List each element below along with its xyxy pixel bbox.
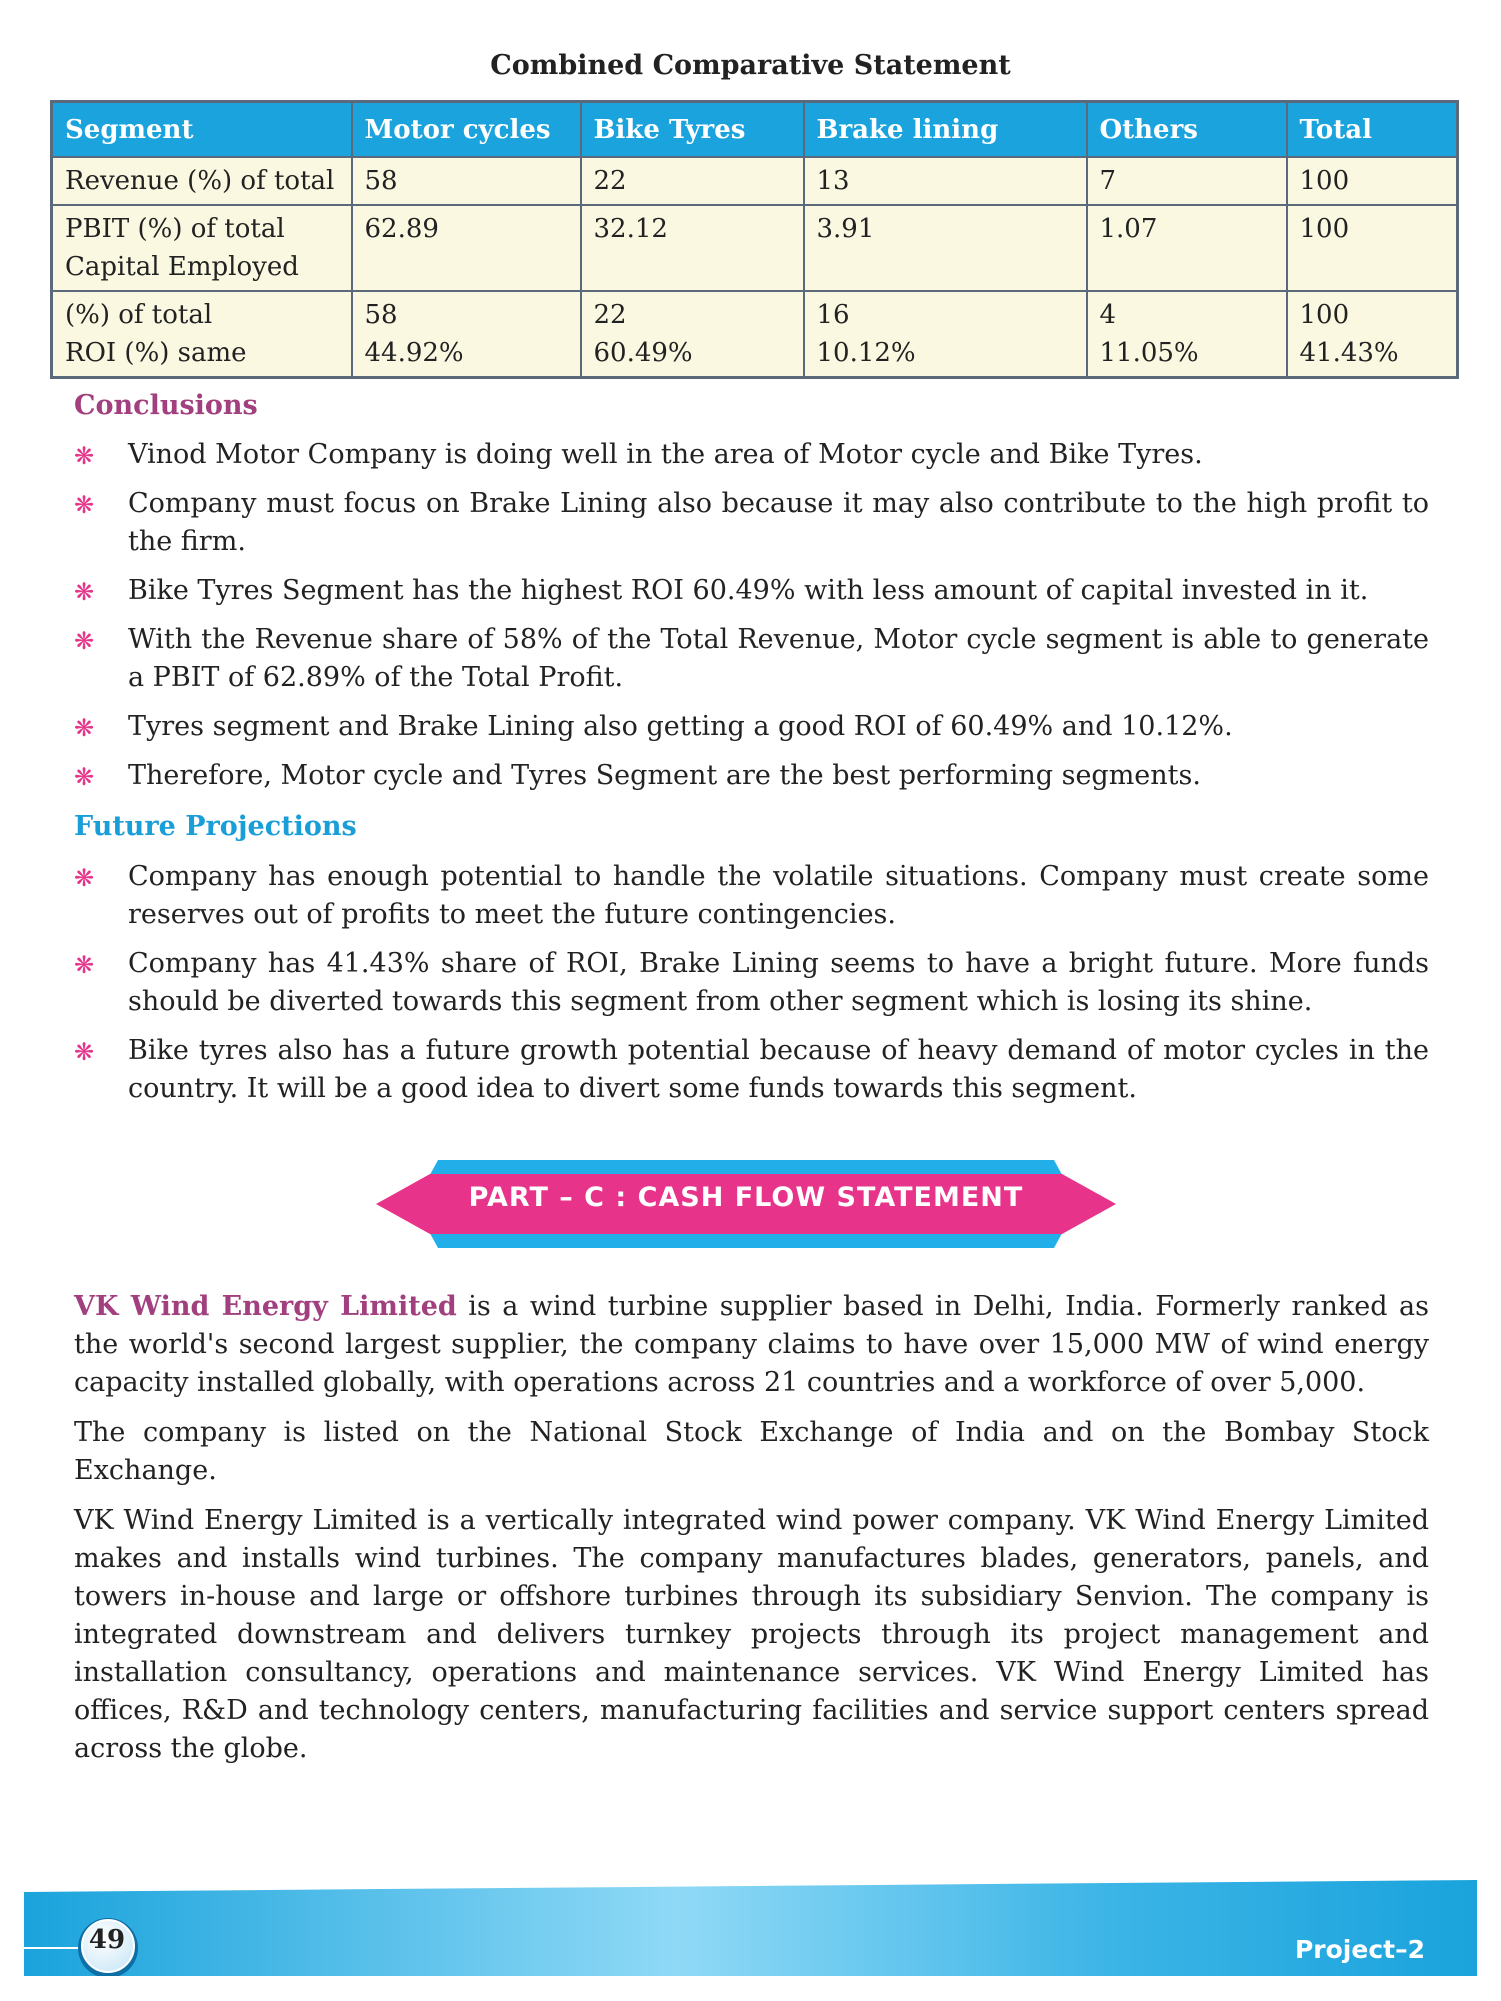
cell-value: 22	[593, 300, 627, 330]
cell-value: 100	[1299, 214, 1350, 244]
asterisk-bullet-icon: ❋	[74, 442, 95, 470]
cell-value: 22	[593, 166, 627, 196]
paragraph-intro	[74, 1288, 1429, 1402]
table-cell	[581, 291, 804, 378]
asterisk-bullet-icon: ❋	[74, 864, 95, 892]
table-row-revenue	[52, 157, 1458, 205]
cell-value: 60.49%	[593, 338, 693, 368]
cell-value: 10.12%	[816, 338, 916, 368]
asterisk-bullet-icon: ❋	[74, 578, 95, 606]
row-label-line: Revenue (%) of total	[65, 166, 335, 196]
asterisk-bullet-icon: ❋	[74, 763, 95, 791]
list-item-text: Vinod Motor Company is doing well in the area of Motor cycle and Bike Tyres.	[128, 439, 1203, 470]
list-item	[74, 858, 1429, 934]
conclusions-list	[74, 436, 1429, 806]
table-row-roi	[52, 291, 1458, 378]
table-cell	[804, 157, 1087, 205]
list-item-text: Bike Tyres Segment has the highest ROI 60.49% with less amount of capital invested in it.	[128, 575, 1369, 606]
table-cell	[352, 157, 581, 205]
table-header-row	[52, 102, 1458, 158]
list-item	[74, 485, 1429, 561]
table-cell	[581, 205, 804, 291]
page-title: Combined Comparative Statement	[490, 50, 1011, 81]
row-label-line: PBIT (%) of total	[65, 214, 285, 244]
table-cell	[581, 157, 804, 205]
table-cell	[352, 205, 581, 291]
list-item-text: With the Revenue share of 58% of the Total Revenue, Motor cycle segment is able to generate a PBIT of 62.89% of the Total Profit.	[128, 624, 1429, 693]
row-label	[52, 157, 352, 205]
table-cell	[804, 205, 1087, 291]
header-brake-lining: Brake lining	[804, 102, 1087, 158]
list-item-text: Therefore, Motor cycle and Tyres Segment are the best performing segments.	[128, 760, 1201, 791]
row-label-line: ROI (%) same	[65, 338, 247, 368]
header-others: Others	[1087, 102, 1287, 158]
asterisk-bullet-icon: ❋	[74, 714, 95, 742]
cell-value: 11.05%	[1099, 338, 1199, 368]
cell-value: 100	[1299, 300, 1350, 330]
table-cell	[1287, 205, 1458, 291]
list-item	[74, 757, 1429, 795]
table-cell	[1087, 291, 1287, 378]
list-item-text: Tyres segment and Brake Lining also getting a good ROI of 60.49% and 10.12%.	[128, 711, 1233, 742]
list-item	[74, 572, 1429, 610]
banner-title: PART – C : CASH FLOW STATEMENT	[468, 1182, 1024, 1213]
cell-value: 16	[816, 300, 850, 330]
cell-value: 62.89	[364, 214, 439, 244]
header-segment: Segment	[52, 102, 352, 158]
page-number: 49	[88, 1925, 126, 1955]
header-motor-cycles: Motor cycles	[352, 102, 581, 158]
list-item-text: Company has enough potential to handle the volatile situations. Company must create some reserves out of profits to meet the future contingencies.	[128, 861, 1429, 930]
cell-value: 13	[816, 166, 850, 196]
list-item	[74, 708, 1429, 746]
future-projections-heading: Future Projections	[74, 811, 357, 842]
row-label	[52, 205, 352, 291]
project-label: Project–2	[1294, 1935, 1425, 1964]
cell-value: 3.91	[816, 214, 875, 244]
cell-value: 58	[364, 166, 398, 196]
row-label	[52, 291, 352, 378]
cell-value: 100	[1299, 166, 1350, 196]
table-cell	[1087, 157, 1287, 205]
header-total: Total	[1287, 102, 1458, 158]
table-row-pbit	[52, 205, 1458, 291]
future-projections-list	[74, 858, 1429, 1119]
paragraph-intro-text: is a wind turbine supplier based in Delhi, India. Formerly ranked as the world's second largest supplier, the company claims to have over 15,000 MW of wind energy capacity installed globally, with operations across 21 countries and a workforce of over 5,000.	[74, 1291, 1429, 1398]
company-name: VK Wind Energy Limited	[74, 1291, 457, 1322]
conclusions-heading: Conclusions	[74, 390, 258, 421]
table-cell	[1287, 157, 1458, 205]
row-label-line: (%) of total	[65, 300, 213, 330]
table-cell	[1087, 205, 1287, 291]
paragraph-description: VK Wind Energy Limited is a vertically integrated wind power company. VK Wind Energy Limited makes and installs wind turbines. The company manufactures blades, generators, panels, and towers in-house and large or offshore turbines through its subsidiary Senvion. The company is integrated downstream and delivers turnkey projects through its project management and installation consultancy, operations and maintenance services. VK Wind Energy Limited has offices, R&D and technology centers, manufacturing facilities and service support centers spread across the globe.	[74, 1505, 1429, 1764]
section-banner	[376, 1156, 1116, 1252]
list-item	[74, 945, 1429, 1021]
row-label-line: Capital Employed	[65, 252, 299, 282]
table-cell	[804, 291, 1087, 378]
asterisk-bullet-icon: ❋	[74, 951, 95, 979]
list-item	[74, 1032, 1429, 1108]
comparative-table	[50, 100, 1459, 379]
table-cell	[1287, 291, 1458, 378]
cell-value: 41.43%	[1299, 338, 1399, 368]
cell-value: 7	[1099, 166, 1117, 196]
list-item	[74, 436, 1429, 474]
list-item	[74, 621, 1429, 697]
asterisk-bullet-icon: ❋	[74, 1038, 95, 1066]
list-item-text: Company must focus on Brake Lining also because it may also contribute to the high profit to the firm.	[128, 488, 1429, 557]
footer-band	[24, 1880, 1477, 1976]
cell-value: 44.92%	[364, 338, 464, 368]
header-bike-tyres: Bike Tyres	[581, 102, 804, 158]
cell-value: 32.12	[593, 214, 668, 244]
table-cell	[352, 291, 581, 378]
cell-value: 58	[364, 300, 398, 330]
list-item-text: Bike tyres also has a future growth potential because of heavy demand of motor cycles in the country. It will be a good idea to divert some funds towards this segment.	[128, 1035, 1429, 1104]
paragraph-listing: The company is listed on the National Stock Exchange of India and on the Bombay Stock Exchange.	[74, 1417, 1429, 1486]
cell-value: 4	[1099, 300, 1117, 330]
list-item-text: Company has 41.43% share of ROI, Brake Lining seems to have a bright future. More funds should be diverted towards this segment from other segment which is losing its shine.	[128, 948, 1429, 1017]
asterisk-bullet-icon: ❋	[74, 491, 95, 519]
asterisk-bullet-icon: ❋	[74, 627, 95, 655]
cell-value: 1.07	[1099, 214, 1158, 244]
